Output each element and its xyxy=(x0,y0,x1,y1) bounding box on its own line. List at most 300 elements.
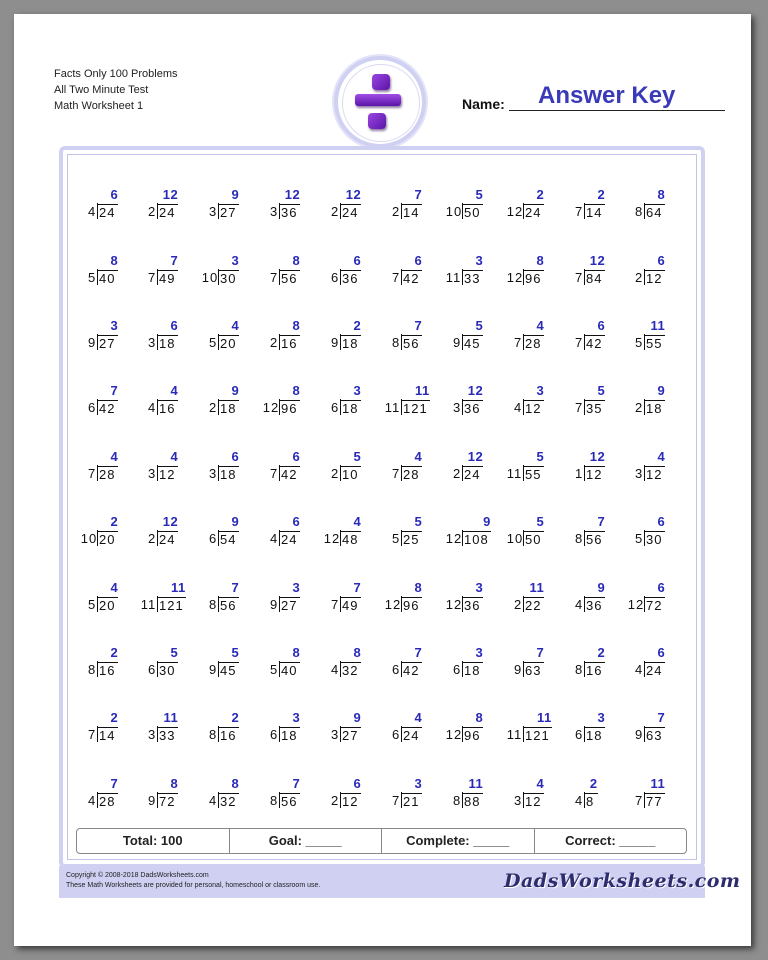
quotient-answer: 2 xyxy=(353,318,362,333)
division-problem xyxy=(392,448,422,490)
divisor: 10 xyxy=(80,531,98,546)
quotient-answer: 12 xyxy=(162,187,179,202)
division-problem xyxy=(270,644,300,686)
quotient-answer: 3 xyxy=(231,253,240,268)
divisor: 2 xyxy=(331,793,340,808)
divisor: 12 xyxy=(506,270,524,285)
dividend: 12 xyxy=(584,466,605,482)
quotient-answer: 12 xyxy=(589,253,606,268)
division-problem xyxy=(148,252,178,294)
divisor: 10 xyxy=(445,204,463,219)
division-problem xyxy=(88,579,118,621)
dividend: 45 xyxy=(462,335,483,351)
quotient-answer: 7 xyxy=(536,645,545,660)
quotient-answer: 7 xyxy=(231,580,240,595)
divisor: 7 xyxy=(88,727,97,742)
quotient-answer: 8 xyxy=(231,776,240,791)
divisor: 6 xyxy=(453,662,462,677)
quotient-answer: 12 xyxy=(162,514,179,529)
divisor: 3 xyxy=(635,466,644,481)
dividend: 42 xyxy=(279,466,300,482)
dividend: 30 xyxy=(157,662,178,678)
dividend: 42 xyxy=(97,400,118,416)
divisor: 7 xyxy=(635,793,644,808)
division-problem xyxy=(88,709,118,751)
division-problem xyxy=(392,709,422,751)
dividend: 42 xyxy=(401,270,422,286)
divisor: 6 xyxy=(270,727,279,742)
brand-logo[interactable]: DadsWorksheets.com xyxy=(504,870,741,892)
quotient-answer: 7 xyxy=(414,318,423,333)
quotient-answer: 7 xyxy=(414,187,423,202)
division-problem xyxy=(209,579,239,621)
divisor: 8 xyxy=(88,662,97,677)
division-problem xyxy=(453,382,483,424)
quotient-answer: 2 xyxy=(110,645,119,660)
quotient-answer: 9 xyxy=(657,383,666,398)
quotient-answer: 5 xyxy=(536,514,545,529)
divisor: 4 xyxy=(270,531,279,546)
dividend: 18 xyxy=(340,335,361,351)
division-problem xyxy=(270,709,300,751)
divisor: 12 xyxy=(262,400,280,415)
divisor: 12 xyxy=(445,531,463,546)
divisor: 2 xyxy=(331,204,340,219)
divisor: 2 xyxy=(514,597,523,612)
quotient-answer: 8 xyxy=(170,776,179,791)
dividend: 32 xyxy=(218,793,239,809)
quotient-answer: 3 xyxy=(292,710,301,725)
division-problem xyxy=(575,186,605,228)
dividend: 25 xyxy=(401,531,422,547)
divisor: 11 xyxy=(384,400,401,415)
division-problem xyxy=(331,644,361,686)
quotient-answer: 3 xyxy=(475,253,484,268)
division-problem xyxy=(392,317,422,359)
quotient-answer: 4 xyxy=(170,449,179,464)
quotient-answer: 4 xyxy=(353,514,362,529)
dividend: 28 xyxy=(97,466,118,482)
division-problem xyxy=(88,252,118,294)
division-problem xyxy=(331,252,361,294)
quotient-answer: 6 xyxy=(657,645,666,660)
divisor: 7 xyxy=(392,270,401,285)
dividend: 56 xyxy=(584,531,605,547)
quotient-answer: 6 xyxy=(657,253,666,268)
dividend: 18 xyxy=(279,727,300,743)
dividend: 20 xyxy=(97,531,118,547)
quotient-answer: 5 xyxy=(231,645,240,660)
divisor: 1 xyxy=(575,466,584,481)
division-dot-top xyxy=(372,74,390,90)
division-problem xyxy=(392,644,422,686)
division-problem xyxy=(635,382,665,424)
quotient-answer: 7 xyxy=(110,383,119,398)
division-problem xyxy=(453,775,483,817)
dividend: 12 xyxy=(340,793,361,809)
divisor: 7 xyxy=(270,270,279,285)
division-problem xyxy=(141,579,186,621)
dividend: 21 xyxy=(401,793,422,809)
divisor: 5 xyxy=(88,270,97,285)
divisor: 6 xyxy=(575,727,584,742)
division-problem xyxy=(148,709,178,751)
division-problem xyxy=(507,513,544,555)
dividend: 40 xyxy=(279,662,300,678)
divisor: 3 xyxy=(331,727,340,742)
quotient-answer: 5 xyxy=(475,318,484,333)
quotient-answer: 4 xyxy=(170,383,179,398)
quotient-answer: 12 xyxy=(284,187,301,202)
dividend: 30 xyxy=(218,270,239,286)
division-problem xyxy=(392,513,422,555)
division-problem xyxy=(392,775,422,817)
divisor: 8 xyxy=(453,793,462,808)
division-problem xyxy=(88,317,118,359)
divisor: 7 xyxy=(270,466,279,481)
division-problem xyxy=(331,317,361,359)
dividend: 36 xyxy=(584,597,605,613)
quotient-answer: 6 xyxy=(353,776,362,791)
dividend: 56 xyxy=(218,597,239,613)
divisor: 11 xyxy=(506,466,523,481)
dividend: 40 xyxy=(97,270,118,286)
division-icon xyxy=(334,56,426,148)
dividend: 108 xyxy=(462,531,491,547)
divisor: 6 xyxy=(88,400,97,415)
quotient-answer: 9 xyxy=(231,383,240,398)
divisor: 12 xyxy=(384,597,402,612)
dividend: 30 xyxy=(644,531,665,547)
dividend: 33 xyxy=(462,270,483,286)
divisor: 5 xyxy=(270,662,279,677)
dividend: 18 xyxy=(462,662,483,678)
dividend: 36 xyxy=(462,400,483,416)
quotient-answer: 9 xyxy=(597,580,606,595)
dividend: 24 xyxy=(279,531,300,547)
dividend: 56 xyxy=(279,793,300,809)
division-problem xyxy=(270,775,300,817)
quotient-answer: 8 xyxy=(475,710,484,725)
quotient-answer: 4 xyxy=(110,580,119,595)
divisor: 8 xyxy=(575,531,584,546)
header-line-1: Facts Only 100 Problems xyxy=(54,68,178,80)
quotient-answer: 2 xyxy=(597,187,606,202)
quotient-answer: 5 xyxy=(170,645,179,660)
dividend: 45 xyxy=(218,662,239,678)
dividend: 36 xyxy=(462,597,483,613)
divisor: 5 xyxy=(635,335,644,350)
dividend: 121 xyxy=(157,597,186,613)
quotient-answer: 5 xyxy=(414,514,423,529)
dividend: 24 xyxy=(340,204,361,220)
division-problem xyxy=(575,775,598,817)
divisor: 9 xyxy=(453,335,462,350)
dividend: 24 xyxy=(97,204,118,220)
quotient-answer: 3 xyxy=(353,383,362,398)
dividend: 16 xyxy=(157,400,178,416)
division-problem xyxy=(148,513,178,555)
dividend: 42 xyxy=(584,335,605,351)
division-problem xyxy=(507,448,544,490)
divisor: 2 xyxy=(331,466,340,481)
division-problem xyxy=(635,775,665,817)
division-problem xyxy=(385,382,430,424)
name-field-line[interactable] xyxy=(509,110,725,111)
quotient-answer: 6 xyxy=(414,253,423,268)
dividend: 18 xyxy=(584,727,605,743)
division-problem xyxy=(514,317,544,359)
division-problem xyxy=(209,382,239,424)
quotient-answer: 5 xyxy=(597,383,606,398)
quotient-answer: 11 xyxy=(468,776,484,791)
dividend: 18 xyxy=(340,400,361,416)
quotient-answer: 8 xyxy=(657,187,666,202)
dividend: 24 xyxy=(644,662,665,678)
dividend: 56 xyxy=(401,335,422,351)
dividend: 50 xyxy=(523,531,544,547)
divisor: 7 xyxy=(575,204,584,219)
dividend: 28 xyxy=(97,793,118,809)
dividend: 24 xyxy=(157,204,178,220)
divisor: 9 xyxy=(270,597,279,612)
quotient-answer: 3 xyxy=(110,318,119,333)
quotient-answer: 2 xyxy=(536,187,545,202)
quotient-answer: 6 xyxy=(292,449,301,464)
dividend: 33 xyxy=(157,727,178,743)
divisor: 3 xyxy=(148,335,157,350)
dividend: 27 xyxy=(97,335,118,351)
quotient-answer: 8 xyxy=(536,253,545,268)
quotient-answer: 3 xyxy=(597,710,606,725)
header-line-2: All Two Minute Test xyxy=(54,84,149,96)
division-problem xyxy=(392,186,422,228)
divisor: 5 xyxy=(88,597,97,612)
divisor: 8 xyxy=(209,597,218,612)
dividend: 24 xyxy=(462,466,483,482)
dividend: 22 xyxy=(523,597,544,613)
dividend: 50 xyxy=(462,204,483,220)
divisor: 2 xyxy=(148,531,157,546)
divisor: 8 xyxy=(392,335,401,350)
divisor: 9 xyxy=(514,662,523,677)
dividend: 27 xyxy=(218,204,239,220)
quotient-answer: 6 xyxy=(657,580,666,595)
quotient-answer: 2 xyxy=(589,776,598,791)
dividend: 63 xyxy=(523,662,544,678)
dividend: 18 xyxy=(218,466,239,482)
quotient-answer: 6 xyxy=(231,449,240,464)
division-problem xyxy=(575,252,605,294)
division-problem xyxy=(575,644,605,686)
dividend: 28 xyxy=(523,335,544,351)
division-problem xyxy=(575,513,605,555)
division-problem xyxy=(575,709,605,751)
dividend: 16 xyxy=(97,662,118,678)
division-problem xyxy=(148,382,178,424)
quotient-answer: 11 xyxy=(650,776,666,791)
divisor: 12 xyxy=(445,597,463,612)
division-problem xyxy=(202,252,239,294)
dividend: 77 xyxy=(644,793,665,809)
division-problem xyxy=(148,186,178,228)
division-problem xyxy=(331,382,361,424)
divisor: 10 xyxy=(201,270,219,285)
dividend: 72 xyxy=(157,793,178,809)
quotient-answer: 8 xyxy=(292,383,301,398)
division-problem xyxy=(453,644,483,686)
dividend: 49 xyxy=(157,270,178,286)
complete-field[interactable]: Complete: _____ xyxy=(382,829,535,853)
score-summary xyxy=(76,828,687,854)
divisor: 2 xyxy=(635,400,644,415)
division-problem xyxy=(635,186,665,228)
divisor: 4 xyxy=(331,662,340,677)
copyright-line-2: These Math Worksheets are provided for personal, homeschool or classroom use. xyxy=(66,882,321,889)
division-problem xyxy=(148,644,178,686)
dividend: 28 xyxy=(401,466,422,482)
division-problem xyxy=(514,644,544,686)
dividend: 16 xyxy=(584,662,605,678)
division-problem xyxy=(331,709,361,751)
division-problem xyxy=(270,579,300,621)
dividend: 20 xyxy=(218,335,239,351)
division-problem xyxy=(575,448,605,490)
divisor: 6 xyxy=(392,662,401,677)
division-problem xyxy=(507,709,552,751)
quotient-answer: 4 xyxy=(231,318,240,333)
divisor: 2 xyxy=(270,335,279,350)
divisor: 2 xyxy=(209,400,218,415)
division-problem xyxy=(88,186,118,228)
division-problem xyxy=(209,186,239,228)
divisor: 12 xyxy=(627,597,645,612)
answer-key-title: Answer Key xyxy=(538,82,676,109)
division-problem xyxy=(270,513,300,555)
quotient-answer: 4 xyxy=(414,710,423,725)
quotient-answer: 7 xyxy=(597,514,606,529)
division-problem xyxy=(628,579,665,621)
divisor: 7 xyxy=(514,335,523,350)
dividend: 18 xyxy=(644,400,665,416)
divisor: 4 xyxy=(635,662,644,677)
division-problem xyxy=(209,644,239,686)
divisor: 4 xyxy=(88,204,97,219)
goal-field[interactable]: Goal: _____ xyxy=(230,829,383,853)
divisor: 7 xyxy=(88,466,97,481)
dividend: 54 xyxy=(218,531,239,547)
divisor: 6 xyxy=(148,662,157,677)
divisor: 3 xyxy=(453,400,462,415)
dividend: 18 xyxy=(157,335,178,351)
quotient-answer: 9 xyxy=(231,187,240,202)
division-problem xyxy=(270,252,300,294)
quotient-answer: 5 xyxy=(475,187,484,202)
dividend: 16 xyxy=(279,335,300,351)
quotient-answer: 3 xyxy=(414,776,423,791)
quotient-answer: 8 xyxy=(292,645,301,660)
division-dot-bottom xyxy=(368,113,386,129)
quotient-answer: 11 xyxy=(171,580,186,595)
division-problem xyxy=(88,644,118,686)
division-problem xyxy=(209,775,239,817)
correct-field[interactable]: Correct: _____ xyxy=(565,833,656,848)
dividend: 14 xyxy=(97,727,118,743)
division-problem xyxy=(635,709,665,751)
divisor: 9 xyxy=(88,335,97,350)
header-line-3: Math Worksheet 1 xyxy=(54,100,144,112)
quotient-answer: 7 xyxy=(110,776,119,791)
quotient-answer: 3 xyxy=(292,580,301,595)
dividend: 27 xyxy=(279,597,300,613)
dividend: 12 xyxy=(523,793,544,809)
dividend: 32 xyxy=(340,662,361,678)
division-problem xyxy=(446,252,483,294)
quotient-answer: 6 xyxy=(170,318,179,333)
divisor: 4 xyxy=(514,400,523,415)
division-problem xyxy=(88,382,118,424)
quotient-answer: 4 xyxy=(536,776,545,791)
division-problem xyxy=(575,317,605,359)
division-problem xyxy=(88,775,118,817)
quotient-answer: 11 xyxy=(537,710,552,725)
divisor: 7 xyxy=(575,270,584,285)
divisor: 3 xyxy=(270,204,279,219)
division-problem xyxy=(209,448,239,490)
divisor: 3 xyxy=(148,727,157,742)
quotient-answer: 9 xyxy=(483,514,491,529)
dividend: 16 xyxy=(218,727,239,743)
dividend: 48 xyxy=(340,531,361,547)
quotient-answer: 2 xyxy=(110,710,119,725)
divisor: 6 xyxy=(331,400,340,415)
dividend: 84 xyxy=(584,270,605,286)
quotient-answer: 2 xyxy=(597,645,606,660)
division-problem xyxy=(446,709,483,751)
divisor: 6 xyxy=(392,727,401,742)
dividend: 35 xyxy=(584,400,605,416)
quotient-answer: 8 xyxy=(292,318,301,333)
divisor: 2 xyxy=(392,204,401,219)
dividend: 96 xyxy=(401,597,422,613)
dividend: 49 xyxy=(340,597,361,613)
dividend: 12 xyxy=(644,466,665,482)
quotient-answer: 5 xyxy=(536,449,545,464)
quotient-answer: 12 xyxy=(345,187,362,202)
divisor: 5 xyxy=(392,531,401,546)
division-problem xyxy=(635,448,665,490)
divisor: 3 xyxy=(209,204,218,219)
division-problem xyxy=(209,513,239,555)
divisor: 9 xyxy=(635,727,644,742)
worksheet-header-info xyxy=(54,66,178,114)
division-problem xyxy=(575,579,605,621)
dividend: 72 xyxy=(644,597,665,613)
dividend: 24 xyxy=(401,727,422,743)
division-problem xyxy=(324,513,361,555)
divisor: 7 xyxy=(575,400,584,415)
divisor: 9 xyxy=(148,793,157,808)
copyright-notice xyxy=(66,871,320,891)
division-problem xyxy=(507,186,544,228)
dividend: 56 xyxy=(279,270,300,286)
divisor: 8 xyxy=(575,662,584,677)
quotient-answer: 3 xyxy=(475,645,484,660)
dividend: 121 xyxy=(523,727,552,743)
divisor: 2 xyxy=(635,270,644,285)
dividend: 14 xyxy=(401,204,422,220)
division-problem xyxy=(148,775,178,817)
